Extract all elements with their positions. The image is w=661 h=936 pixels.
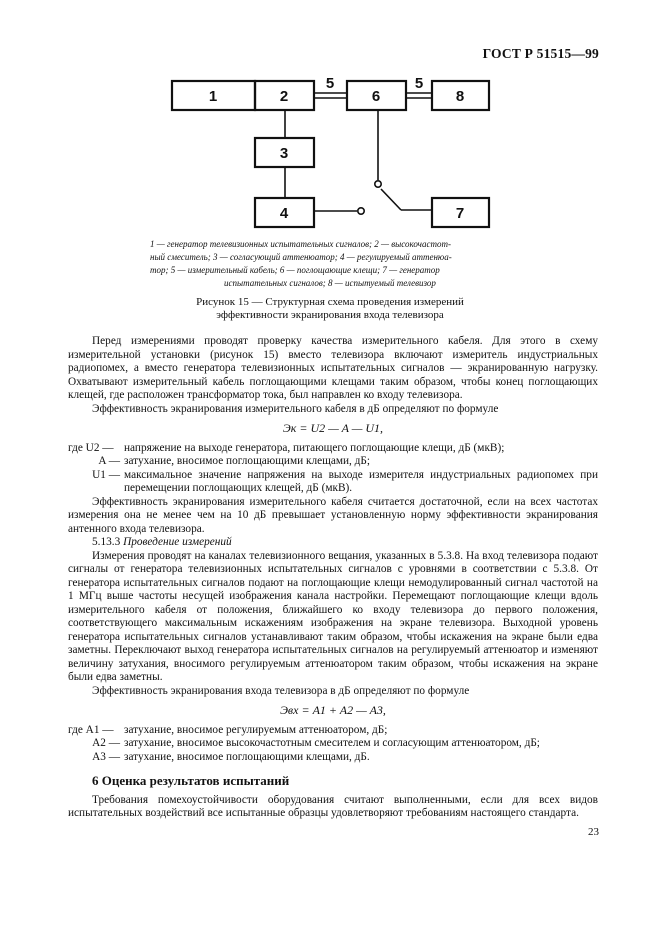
definition-row: [68, 442, 598, 456]
block-7-label: 7: [455, 205, 465, 222]
subsection-heading: [68, 536, 598, 550]
definition-text: максимальное значение напряжения на выходе измерителя индустриальных радиопомех при перемещении поглощающих клещей, дБ (мкВ).: [124, 468, 598, 494]
definition-text: затухание, вносимое поглощающими клещами, дБ.: [124, 750, 370, 763]
section-heading: 6 Оценка результатов испытаний: [92, 773, 290, 788]
block-4-label: 4: [279, 205, 289, 222]
figure-title: [150, 296, 510, 322]
formula-input: Эвх = A1 + A2 — A3,: [280, 703, 386, 717]
figure-legend: [150, 238, 510, 290]
definition-text: затухание, вносимое регулируемым аттенюатором, дБ;: [124, 723, 388, 736]
switch-contact-top: [375, 181, 381, 187]
legend-line: тор; 5 — измерительный кабель; 6 — поглощающие клещи; 7 — генератор: [150, 265, 440, 275]
formula-cable: Эк = U2 — A — U1,: [282, 421, 384, 435]
definition-text: затухание, вносимое поглощающими клещами, дБ;: [124, 455, 371, 467]
definition-key: A —: [98, 455, 120, 467]
figure-title-line: эффективности экранирования входа телевизора: [216, 309, 444, 321]
definition-key: U1 —: [92, 468, 120, 481]
figure-title-line: Рисунок 15 — Структурная схема проведения измерений: [196, 296, 464, 308]
block-diagram: [0, 0, 661, 240]
switch-arm: [381, 189, 401, 210]
block-2-label: 2: [279, 88, 289, 105]
subsection-title: Проведение измерений: [123, 536, 232, 548]
page-number: 23: [588, 826, 599, 838]
definition-key: где U2 —: [68, 441, 114, 454]
document-code: ГОСТ Р 51515—99: [482, 46, 599, 61]
definition-row: [68, 751, 598, 765]
definition-key: A3 —: [92, 750, 120, 763]
legend-line: 1 — генератор телевизионных испытательных сигналов; 2 — высокочастот-: [150, 239, 451, 249]
definition-text: затухание, вносимое высокочастотным смесителем и согласующим аттенюатором, дБ;: [124, 737, 540, 749]
paragraph: Измерения проводят на каналах телевизионного вещания, указанных в 5.3.8. На вход телевизора подают сигналы от генератора телевизионных испытательных сигналов с уровнями в соответствии с 5.3.8. От генератора испытательных сигналов подают на поглощающие клещи немодулированный сигнал частотой на 1 МГц выше частоты несущей изображения канала настройки. Перемещают поглощающие клещи вдоль измерительного кабеля от положения, ближайшего ко входу телевизора до первого положения, соответствующего максимальным искажениям изображения на экране телевизора. Выходной уровень генератора испытательных сигналов устанавливают таким образом, чтобы искажения на экране были едва заметны. Переключают выход генератора испытательных сигналов на регулируемый аттенюатор и изменяют величину затухания, вносимого регулируемым аттенюатором таким образом, чтобы искажения на экране были едва заметны.: [68, 549, 598, 683]
block-1-label: 1: [208, 88, 218, 105]
block-6-label: 6: [371, 88, 381, 105]
paragraph: Требования помехоустойчивости оборудования считают выполненными, если для всех видов испытательных воздействий все испытанные образцы удовлетворяют требованиям настоящего стандарта.: [68, 793, 598, 819]
paragraph: Эффективность экранирования измерительного кабеля считается достаточной, если на всех частотах измерения она не менее чем на 10 дБ превышает установленную норму эффективности экранирования антенного входа телевизора.: [68, 495, 598, 535]
paragraph: Эффективность экранирования измерительного кабеля в дБ определяют по формуле: [92, 402, 499, 415]
definition-key: где A1 —: [68, 723, 114, 736]
main-text: [68, 335, 598, 821]
cable-label-2: 5: [414, 75, 424, 92]
definition-text: напряжение на выходе генератора, питающего поглощающие клещи, дБ (мкВ);: [124, 441, 505, 454]
definition-row: [68, 737, 598, 751]
switch-contact-left: [358, 208, 364, 214]
legend-line: ный смеситель; 3 — согласующий аттенюатор; 4 — регулируемый аттенюа-: [150, 252, 452, 262]
paragraph: Перед измерениями проводят проверку качества измерительного кабеля. Для этого в схему измерительной установки (рисунок 15) вместо телевизора включают измеритель индустриальных радиопомех, а вместо генератора телевизионных испытательных сигналов — экранированную нагрузку. Охватывают измерительный кабель поглощающими клещами таким образом, чтобы конец поглощающих клещей, где расположен трансформатор тока, был направлен ко входу телевизора.: [68, 335, 598, 401]
cable-label-1: 5: [325, 75, 335, 92]
legend-line: испытательных сигналов; 8 — испытуемый телевизор: [224, 278, 436, 288]
definition-row: [68, 455, 598, 469]
definition-row: [68, 724, 598, 738]
definition-row: [68, 469, 598, 496]
definition-key: A2 —: [92, 737, 120, 749]
block-3-label: 3: [279, 145, 289, 162]
paragraph: Эффективность экранирования входа телевизора в дБ определяют по формуле: [92, 684, 470, 697]
block-8-label: 8: [455, 88, 465, 105]
subsection-number: 5.13.3: [92, 536, 121, 548]
